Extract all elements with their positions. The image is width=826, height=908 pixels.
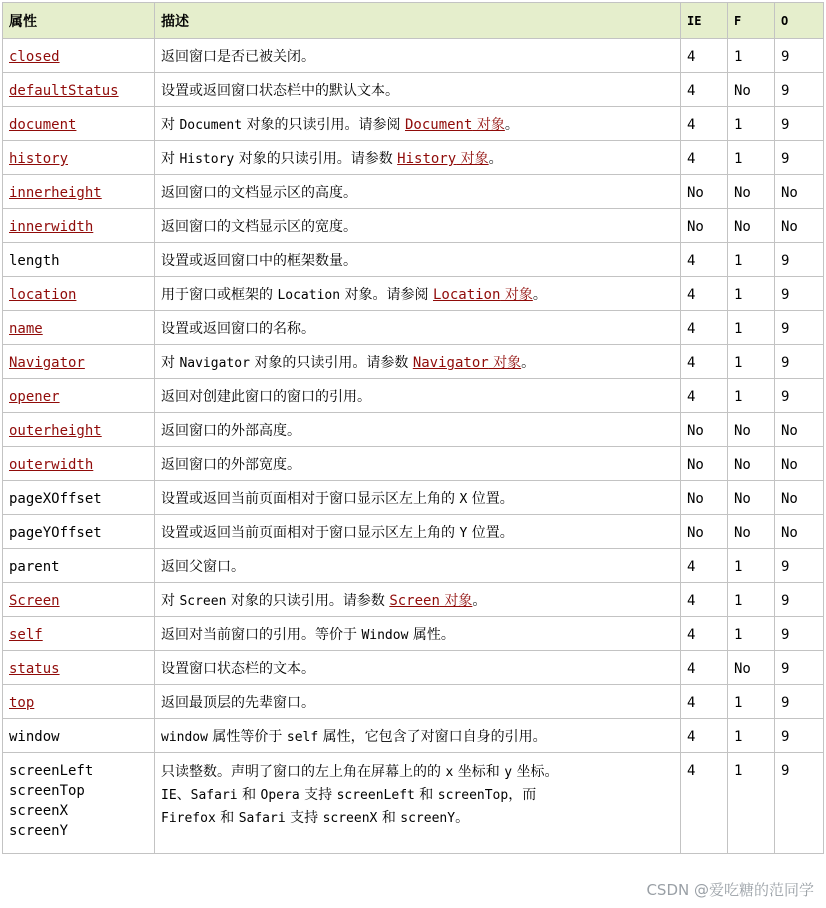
object-link-text: 对象 — [500, 287, 533, 303]
property-description-cell — [155, 447, 681, 481]
support-f-cell: 1 — [728, 379, 775, 413]
object-reference-link[interactable] — [389, 593, 472, 609]
description-text: 返回父窗口。 — [161, 559, 245, 575]
object-link-code: Document — [404, 117, 473, 133]
header-f: F — [728, 3, 775, 39]
property-name-cell — [3, 413, 155, 447]
support-f-cell: No — [728, 481, 775, 515]
table-row — [3, 447, 824, 481]
support-ie-cell: 4 — [681, 617, 728, 651]
property-name-cell — [3, 107, 155, 141]
support-f-cell: No — [728, 175, 775, 209]
support-ie-cell: No — [681, 481, 728, 515]
description-code: Firefox — [161, 811, 216, 826]
property-description-cell — [155, 549, 681, 583]
description-text: 对 — [161, 151, 180, 167]
table-row — [3, 243, 824, 277]
support-f-cell: 1 — [728, 107, 775, 141]
support-o-cell: 9 — [775, 107, 824, 141]
description-text: 属性等价于 — [207, 729, 287, 745]
property-link-outerheight[interactable]: outerheight — [9, 423, 102, 439]
description-text: 返回窗口的外部宽度。 — [161, 457, 301, 473]
description-code: screenTop — [437, 788, 509, 803]
property-link-self[interactable]: self — [9, 627, 43, 643]
description-code: History — [179, 152, 235, 167]
header-description: 描述 — [155, 3, 681, 39]
table-row — [3, 481, 824, 515]
property-description-cell — [155, 311, 681, 345]
description-text: 坐标和 — [453, 764, 505, 780]
support-f-cell: 1 — [728, 617, 775, 651]
support-ie-cell: 4 — [681, 243, 728, 277]
property-description-cell — [155, 379, 681, 413]
table-row — [3, 277, 824, 311]
property-link-history[interactable]: history — [9, 151, 69, 167]
property-description-cell — [155, 413, 681, 447]
table-row — [3, 413, 824, 447]
property-name-cell — [3, 549, 155, 583]
property-name-cell — [3, 243, 155, 277]
description-code: screenY — [400, 811, 456, 826]
property-name-cell — [3, 685, 155, 719]
description-text: 支持 — [299, 787, 337, 803]
table-row — [3, 379, 824, 413]
support-ie-cell: 4 — [681, 345, 728, 379]
description-code: Location — [277, 288, 341, 303]
description-text: 设置或返回窗口的名称。 — [161, 321, 315, 337]
support-ie-cell: No — [681, 175, 728, 209]
property-name-cell — [3, 141, 155, 175]
property-link-location[interactable]: location — [9, 287, 77, 303]
description-text: 返回窗口的外部高度。 — [161, 423, 301, 439]
support-o-cell: No — [775, 515, 824, 549]
property-link-outerwidth[interactable]: outerwidth — [9, 457, 94, 473]
property-name-cell — [3, 515, 155, 549]
description-text: 。 — [455, 810, 470, 826]
property-name-screenx: screenX — [9, 803, 69, 819]
description-text: 对 — [161, 593, 180, 609]
support-f-cell: 1 — [728, 685, 775, 719]
support-ie-cell: 4 — [681, 651, 728, 685]
support-o-cell: 9 — [775, 753, 824, 854]
property-description-cell — [155, 345, 681, 379]
description-text: 属性，它包含了对窗口自身的引用。 — [318, 729, 547, 745]
description-text: 和 — [414, 787, 438, 803]
support-ie-cell: 4 — [681, 583, 728, 617]
support-o-cell: No — [775, 413, 824, 447]
property-name-cell — [3, 447, 155, 481]
table-row — [3, 107, 824, 141]
description-text: 对象的只读引用。请参阅 — [242, 117, 405, 133]
property-name-cell — [3, 379, 155, 413]
description-text: 对 — [161, 117, 180, 133]
support-ie-cell: 4 — [681, 39, 728, 73]
description-text: 对象的只读引用。请参数 — [249, 355, 413, 371]
property-description-cell — [155, 583, 681, 617]
support-ie-cell: No — [681, 209, 728, 243]
description-text: 返回窗口是否已被关闭。 — [161, 49, 315, 65]
property-name-screeny: screenY — [9, 823, 69, 839]
table-row — [3, 583, 824, 617]
support-o-cell: 9 — [775, 39, 824, 73]
support-f-cell: No — [728, 447, 775, 481]
description-text: 支持 — [285, 810, 323, 826]
description-text: 。 — [532, 287, 547, 303]
support-o-cell: No — [775, 481, 824, 515]
support-o-cell: 9 — [775, 549, 824, 583]
property-name-parent: parent — [9, 559, 60, 575]
description-text: 设置窗口状态栏的文本。 — [161, 661, 315, 677]
support-ie-cell: 4 — [681, 73, 728, 107]
support-f-cell: No — [728, 413, 775, 447]
property-link-navigator[interactable]: Navigator — [9, 355, 85, 371]
object-link-code: Navigator — [412, 355, 489, 371]
description-text: ，而 — [508, 787, 537, 803]
description-text: 对 — [161, 355, 180, 371]
property-description-cell — [155, 651, 681, 685]
support-f-cell: No — [728, 651, 775, 685]
support-ie-cell: 4 — [681, 277, 728, 311]
support-ie-cell: 4 — [681, 107, 728, 141]
property-link-opener[interactable]: opener — [9, 389, 60, 405]
csdn-watermark: CSDN @爱吃糖的范同学 — [646, 881, 814, 899]
property-description-cell — [155, 209, 681, 243]
window-properties-table — [2, 2, 824, 854]
object-link-text: 对象 — [472, 117, 505, 133]
description-text: 返回最顶层的先辈窗口。 — [161, 695, 315, 711]
description-text: 返回窗口的文档显示区的宽度。 — [161, 219, 357, 235]
property-description-cell — [155, 753, 681, 854]
description-code: Opera — [260, 788, 300, 803]
table-row — [3, 209, 824, 243]
object-link-text: 对象 — [488, 355, 522, 371]
header-property: 属性 — [3, 3, 155, 39]
support-ie-cell: 4 — [681, 753, 728, 854]
table-row — [3, 753, 824, 854]
support-ie-cell: 4 — [681, 719, 728, 753]
support-f-cell: No — [728, 515, 775, 549]
property-name-window: window — [9, 729, 60, 745]
support-o-cell: 9 — [775, 685, 824, 719]
support-f-cell: 1 — [728, 583, 775, 617]
support-f-cell: 1 — [728, 39, 775, 73]
support-f-cell: No — [728, 209, 775, 243]
table-row — [3, 719, 824, 753]
description-code: Navigator — [179, 356, 250, 371]
description-text: 。 — [504, 117, 519, 133]
property-link-document[interactable]: document — [9, 117, 77, 133]
support-o-cell: No — [775, 447, 824, 481]
description-text: 。 — [488, 151, 503, 167]
table-row — [3, 175, 824, 209]
description-text: 属性。 — [408, 627, 455, 643]
support-ie-cell: No — [681, 515, 728, 549]
support-f-cell: 1 — [728, 141, 775, 175]
object-link-code: History — [397, 151, 457, 167]
table-row — [3, 345, 824, 379]
support-o-cell: 9 — [775, 617, 824, 651]
property-link-name[interactable]: name — [9, 321, 43, 337]
table-row — [3, 617, 824, 651]
property-description-cell — [155, 277, 681, 311]
table-row — [3, 73, 824, 107]
property-name-cell — [3, 719, 155, 753]
property-link-innerwidth[interactable]: innerwidth — [9, 219, 94, 235]
description-text: 坐标。 — [512, 764, 559, 780]
table-row — [3, 141, 824, 175]
support-o-cell: No — [775, 209, 824, 243]
object-link-code: Screen — [389, 593, 440, 609]
support-f-cell: 1 — [728, 311, 775, 345]
support-o-cell: 9 — [775, 379, 824, 413]
description-code: X — [459, 492, 468, 507]
property-description-cell — [155, 719, 681, 753]
support-o-cell: 9 — [775, 73, 824, 107]
support-ie-cell: No — [681, 413, 728, 447]
description-line-3 — [161, 807, 674, 830]
description-text: 对象。请参阅 — [340, 287, 433, 303]
property-name-screenleft: screenLeft — [9, 763, 94, 779]
property-name-length: length — [9, 253, 60, 269]
property-name-cell — [3, 73, 155, 107]
table-header-row — [3, 3, 824, 39]
description-code: y — [504, 765, 513, 780]
description-text: 对象的只读引用。请参数 — [234, 151, 398, 167]
description-text: 。 — [472, 593, 487, 609]
support-f-cell: 1 — [728, 243, 775, 277]
property-link-defaultstatus[interactable]: defaultStatus — [9, 83, 119, 99]
description-text: 设置或返回窗口中的框架数量。 — [161, 253, 357, 269]
property-description-cell — [155, 39, 681, 73]
support-ie-cell: 4 — [681, 141, 728, 175]
support-f-cell: 1 — [728, 277, 775, 311]
object-link-text: 对象 — [456, 151, 489, 167]
support-o-cell: 9 — [775, 345, 824, 379]
description-code: Safari — [190, 788, 238, 803]
description-code: screenX — [322, 811, 378, 826]
property-name-cell — [3, 277, 155, 311]
property-name-cell — [3, 617, 155, 651]
property-description-cell — [155, 73, 681, 107]
property-link-closed[interactable]: closed — [9, 49, 60, 65]
support-o-cell: 9 — [775, 141, 824, 175]
support-ie-cell: 4 — [681, 311, 728, 345]
property-link-innerheight[interactable]: innerheight — [9, 185, 102, 201]
description-text: 和 — [237, 787, 261, 803]
property-name-cell — [3, 345, 155, 379]
description-code: Y — [459, 526, 468, 541]
support-f-cell: 1 — [728, 753, 775, 854]
object-link-text: 对象 — [439, 593, 473, 609]
description-text: 设置或返回窗口状态栏中的默认文本。 — [161, 83, 399, 99]
description-text: 设置或返回当前页面相对于窗口显示区左上角的 — [161, 525, 460, 541]
support-o-cell: 9 — [775, 651, 824, 685]
support-o-cell: 9 — [775, 277, 824, 311]
property-name-cell — [3, 175, 155, 209]
description-code: Safari — [238, 811, 286, 826]
table-row — [3, 685, 824, 719]
property-name-cell — [3, 651, 155, 685]
description-code: screenLeft — [336, 788, 415, 803]
header-ie: IE — [681, 3, 728, 39]
property-name-pagexoffset: pageXOffset — [9, 491, 102, 507]
property-name-cell — [3, 753, 155, 854]
property-description-cell — [155, 175, 681, 209]
property-name-pageyoffset: pageYOffset — [9, 525, 102, 541]
description-code: self — [286, 730, 319, 745]
support-o-cell: 9 — [775, 311, 824, 345]
support-f-cell: 1 — [728, 345, 775, 379]
description-text: 返回对创建此窗口的窗口的引用。 — [161, 389, 371, 405]
support-o-cell: 9 — [775, 243, 824, 277]
property-name-cell — [3, 39, 155, 73]
property-link-top[interactable]: top — [9, 695, 35, 711]
property-name-cell — [3, 583, 155, 617]
description-text: 和 — [215, 810, 239, 826]
description-code: Screen — [179, 594, 227, 609]
object-reference-link[interactable] — [413, 355, 521, 371]
description-text: 返回窗口的文档显示区的高度。 — [161, 185, 357, 201]
description-text: 对象的只读引用。请参数 — [226, 593, 390, 609]
property-description-cell — [155, 141, 681, 175]
property-name-cell — [3, 209, 155, 243]
object-reference-link[interactable] — [433, 287, 533, 303]
description-text: 和 — [377, 810, 401, 826]
property-description-cell — [155, 617, 681, 651]
property-link-screen[interactable]: Screen — [9, 593, 60, 609]
description-text: 位置。 — [467, 491, 514, 507]
description-code: x — [445, 765, 454, 780]
description-text: 返回对当前窗口的引用。等价于 — [161, 627, 362, 643]
support-ie-cell: No — [681, 447, 728, 481]
support-ie-cell: 4 — [681, 549, 728, 583]
description-text: 、 — [176, 787, 191, 803]
support-f-cell: 1 — [728, 719, 775, 753]
property-description-cell — [155, 107, 681, 141]
object-reference-link[interactable] — [397, 151, 488, 167]
table-row — [3, 515, 824, 549]
property-description-cell — [155, 481, 681, 515]
object-link-code: Location — [432, 287, 501, 303]
property-description-cell — [155, 685, 681, 719]
table-row — [3, 311, 824, 345]
property-name-cell — [3, 311, 155, 345]
support-f-cell: No — [728, 73, 775, 107]
description-line-1 — [161, 761, 674, 784]
table-row — [3, 651, 824, 685]
table-row — [3, 39, 824, 73]
description-text: 用于窗口或框架的 — [161, 287, 278, 303]
description-text: 位置。 — [467, 525, 514, 541]
support-f-cell: 1 — [728, 549, 775, 583]
support-o-cell: No — [775, 175, 824, 209]
description-text: 。 — [521, 355, 536, 371]
description-code: Document — [179, 118, 243, 133]
description-text: 只读整数。声明了窗口的左上角在屏幕上的的 — [161, 764, 446, 780]
property-description-cell — [155, 515, 681, 549]
description-line-2 — [161, 784, 674, 807]
header-o: O — [775, 3, 824, 39]
description-code: Window — [361, 628, 409, 643]
property-link-status[interactable]: status — [9, 661, 60, 677]
property-description-cell — [155, 243, 681, 277]
support-o-cell: 9 — [775, 583, 824, 617]
description-text: 设置或返回当前页面相对于窗口显示区左上角的 — [161, 491, 460, 507]
support-o-cell: 9 — [775, 719, 824, 753]
description-code: window — [161, 730, 208, 745]
table-row — [3, 549, 824, 583]
support-ie-cell: 4 — [681, 685, 728, 719]
property-name-cell — [3, 481, 155, 515]
support-ie-cell: 4 — [681, 379, 728, 413]
object-reference-link[interactable] — [405, 117, 505, 133]
property-name-screentop: screenTop — [9, 783, 85, 799]
description-code: IE — [161, 788, 177, 803]
